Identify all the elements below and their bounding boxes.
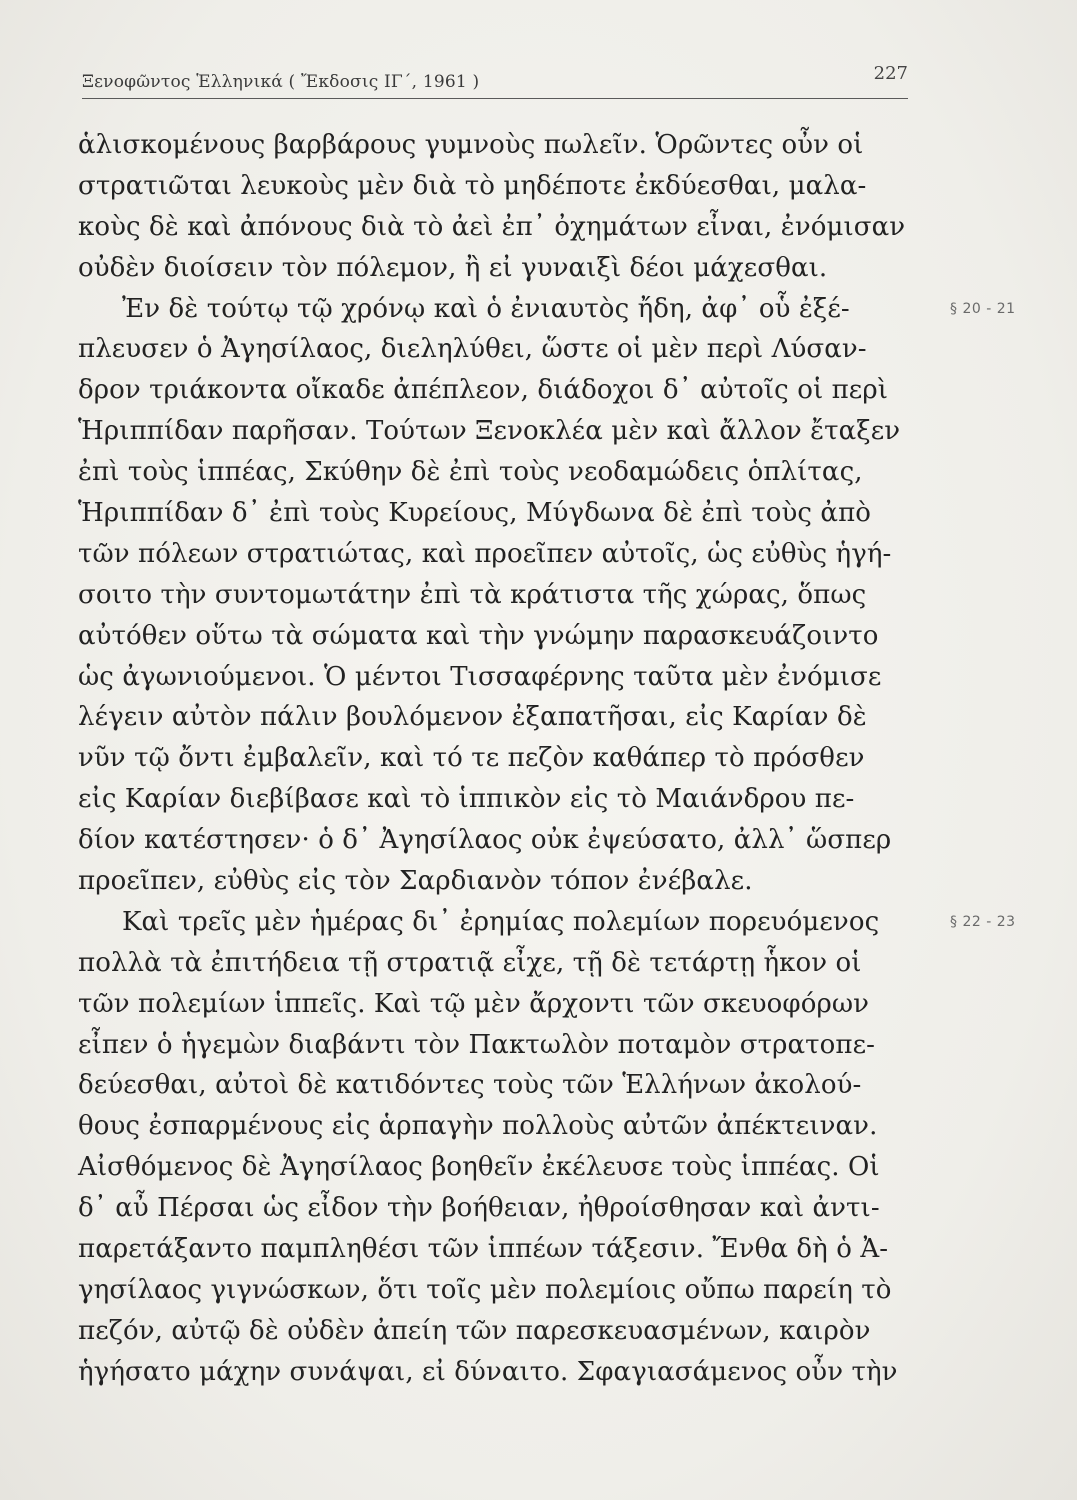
text-line: ἡγήσατο μάχην συνάψαι, εἰ δύναιτο. Σφαγιασάμενος οὖν τὴν	[78, 1356, 898, 1387]
text-line: πολλὰ τὰ ἐπιτήδεια τῇ στρατιᾷ εἶχε, τῇ δὲ τετάρτῃ ἧκον οἱ	[78, 947, 862, 978]
text-line: δ᾽ αὖ Πέρσαι ὡς εἶδον τὴν βοήθειαν, ἠθροίσθησαν καὶ ἀντι-	[78, 1193, 880, 1224]
text-line: πλευσεν ὁ Ἀγησίλαος, διεληλύθει, ὥστε οἱ μὲν περὶ Λύσαν-	[78, 334, 867, 365]
text-line: οὐδὲν διοίσειν τὸν πόλεμον, ἢ εἰ γυναιξὶ δέοι μάχεσθαι.	[78, 252, 828, 283]
text-line: ἁλισκομένους βαρβάρους γυμνοὺς πωλεῖν. Ὁρῶντες οὖν οἱ	[78, 130, 864, 160]
text-line: στρατιῶται λευκοὺς μὲν διὰ τὸ μηδέποτε ἐκδύεσθαι, μαλα-	[78, 170, 867, 201]
page-number: 227	[873, 63, 908, 84]
text-line: παρετάξαντο παμπληθέσι τῶν ἱππέων τάξεσιν. Ἔνθα δὴ ὁ Ἀ-	[78, 1234, 889, 1265]
text-line: δεύεσθαι, αὐτοὶ δὲ κατιδόντες τοὺς τῶν Ἑλλήνων ἀκολού-	[78, 1070, 862, 1101]
running-head-title: Ξενοφῶντος Ἑλληνικά ( Ἔκδοσις ΙΓ΄, 1961 )	[82, 72, 480, 92]
text-line: ἐπὶ τοὺς ἱππέας, Σκύθην δὲ ἐπὶ τοὺς νεοδαμώδεις ὁπλίτας,	[78, 457, 863, 488]
text-line: νῦν τῷ ὄντι ἐμβαλεῖν, καὶ τό τε πεζὸν καθάπερ τὸ πρόσθεν	[78, 743, 865, 774]
text-line: δίον κατέστησεν· ὁ δ᾽ Ἀγησίλαος οὐκ ἐψεύσατο, ἀλλ᾽ ὥσπερ	[78, 825, 892, 856]
text-line-wrapper	[78, 289, 1016, 330]
text-line: Ἡριππίδαν δ᾽ ἐπὶ τοὺς Κυρείους, Μύγδωνα δὲ ἐπὶ τοὺς ἀπὸ	[78, 498, 872, 529]
text-line: τῶν πολεμίων ἱππεῖς. Καὶ τῷ μὲν ἄρχοντι τῶν σκευοφόρων	[78, 988, 870, 1019]
text-line-wrapper	[78, 902, 1016, 943]
section-reference: § 20 - 21	[950, 300, 1016, 317]
running-head	[82, 64, 908, 99]
text-line: εἶπεν ὁ ἡγεμὼν διαβάντι τὸν Πακτωλὸν ποταμὸν στρατοπε-	[78, 1029, 876, 1060]
text-line: ὡς ἀγωνιούμενοι. Ὁ μέντοι Τισσαφέρνης ταῦτα μὲν ἐνόμισε	[78, 661, 882, 692]
text-line: Καὶ τρεῖς μὲν ἡμέρας δι᾽ ἐρημίας πολεμίων πορευόμενος	[122, 906, 880, 937]
text-line: Ἐν δὲ τούτῳ τῷ χρόνῳ καὶ ὁ ἐνιαυτὸς ἤδη, ἀφ᾽ οὗ ἐξέ-	[122, 293, 850, 324]
text-line: Ἡριππίδαν παρῆσαν. Τούτων Ξενοκλέα μὲν καὶ ἄλλον ἔταξεν	[78, 416, 901, 447]
text-line: γησίλαος γιγνώσκων, ὅτι τοῖς μὲν πολεμίοις οὔπω παρείη τὸ	[78, 1274, 892, 1305]
text-line: σοιτο τὴν συντομωτάτην ἐπὶ τὰ κράτιστα τῆς χώρας, ὅπως	[78, 579, 867, 610]
text-line: αὐτόθεν οὕτω τὰ σώματα καὶ τὴν γνώμην παρασκευάζοιντο	[78, 620, 879, 651]
text-line: εἰς Καρίαν διεβίβασε καὶ τὸ ἱππικὸν εἰς τὸ Μαιάνδρου πε-	[78, 784, 855, 815]
text-line: δρον τριάκοντα οἴκαδε ἀπέπλεον, διάδοχοι δ᾽ αὐτοῖς οἱ περὶ	[78, 375, 889, 406]
text-line: προεῖπεν, εὐθὺς εἰς τὸν Σαρδιανὸν τόπον ἐνέβαλε.	[78, 866, 753, 897]
text-line: θους ἐσπαρμένους εἰς ἁρπαγὴν πολλοὺς αὐτῶν ἀπέκτειναν.	[78, 1111, 878, 1142]
text-line: πεζόν, αὐτῷ δὲ οὐδὲν ἀπείη τῶν παρεσκευασμένων, καιρὸν	[78, 1315, 871, 1346]
text-line: Αἰσθόμενος δὲ Ἀγησίλαος βοηθεῖν ἐκέλευσε τοὺς ἱππέας. Οἱ	[78, 1152, 880, 1183]
section-reference: § 22 - 23	[950, 913, 1016, 930]
text-line: λέγειν αὐτὸν πάλιν βουλόμενον ἐξαπατῆσαι, εἰς Καρίαν δὲ	[78, 702, 867, 733]
text-line: τῶν πόλεων στρατιώτας, καὶ προεῖπεν αὐτοῖς, ὡς εὐθὺς ἡγή-	[78, 538, 892, 569]
body-text	[78, 125, 1016, 1393]
text-line: κοὺς δὲ καὶ ἀπόνους διὰ τὸ ἀεὶ ἐπ᾽ ὀχημάτων εἶναι, ἐνόμισαν	[78, 211, 906, 242]
